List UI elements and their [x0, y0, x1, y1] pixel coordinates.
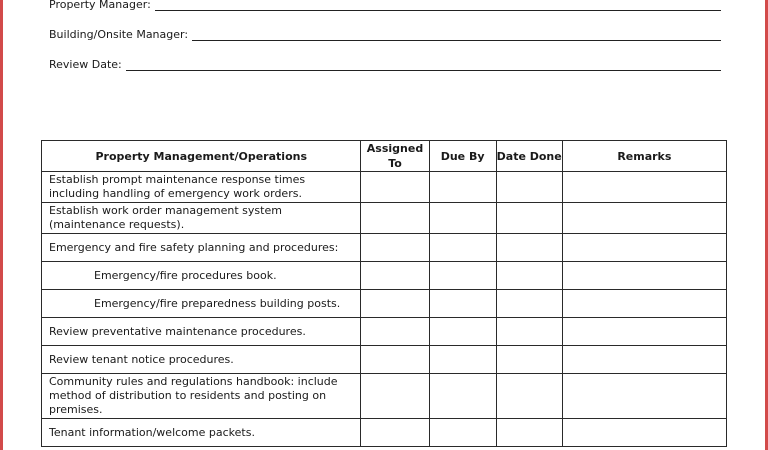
header-due-by: Due By	[429, 141, 496, 172]
header-assigned-to: Assigned To	[361, 141, 429, 172]
remarks-cell[interactable]	[562, 234, 726, 262]
table-row	[42, 262, 727, 290]
review-date-line[interactable]	[126, 61, 721, 71]
assigned-cell[interactable]	[361, 203, 429, 234]
assigned-cell[interactable]	[361, 290, 429, 318]
operations-checklist-table	[41, 140, 727, 447]
assigned-cell[interactable]	[361, 318, 429, 346]
date-done-cell[interactable]	[496, 234, 562, 262]
remarks-cell[interactable]	[562, 203, 726, 234]
review-date-label: Review Date:	[49, 58, 122, 71]
due-by-cell[interactable]	[429, 346, 496, 374]
due-by-cell[interactable]	[429, 374, 496, 419]
table-row	[42, 172, 727, 203]
table-row	[42, 234, 727, 262]
table-row	[42, 203, 727, 234]
building-manager-label: Building/Onsite Manager:	[49, 28, 189, 41]
due-by-cell[interactable]	[429, 318, 496, 346]
table-row	[42, 419, 727, 447]
table-row	[42, 346, 727, 374]
task-cell: Emergency/fire preparedness building posts.	[42, 290, 361, 318]
property-manager-label: Property Manager:	[49, 0, 151, 11]
date-done-cell[interactable]	[496, 172, 562, 203]
due-by-cell[interactable]	[429, 290, 496, 318]
header-remarks: Remarks	[562, 141, 726, 172]
remarks-cell[interactable]	[562, 419, 726, 447]
due-by-cell[interactable]	[429, 203, 496, 234]
date-done-cell[interactable]	[496, 346, 562, 374]
due-by-cell[interactable]	[429, 234, 496, 262]
assigned-cell[interactable]	[361, 419, 429, 447]
date-done-cell[interactable]	[496, 290, 562, 318]
remarks-cell[interactable]	[562, 172, 726, 203]
task-cell: Emergency/fire procedures book.	[42, 262, 361, 290]
table-row	[42, 374, 727, 419]
remarks-cell[interactable]	[562, 262, 726, 290]
property-manager-line[interactable]	[155, 1, 721, 11]
due-by-cell[interactable]	[429, 172, 496, 203]
property-manager-field[interactable]	[49, 0, 721, 11]
date-done-cell[interactable]	[496, 318, 562, 346]
date-done-cell[interactable]	[496, 374, 562, 419]
task-cell: Establish prompt maintenance response times including handling of emergency work orders.	[42, 172, 361, 203]
assigned-cell[interactable]	[361, 262, 429, 290]
building-manager-field[interactable]	[49, 28, 721, 41]
due-by-cell[interactable]	[429, 419, 496, 447]
task-cell: Tenant information/welcome packets.	[42, 419, 361, 447]
task-cell: Establish work order management system (maintenance requests).	[42, 203, 361, 234]
remarks-cell[interactable]	[562, 374, 726, 419]
task-cell: Emergency and fire safety planning and procedures:	[42, 234, 361, 262]
date-done-cell[interactable]	[496, 262, 562, 290]
header-date-done: Date Done	[496, 141, 562, 172]
remarks-cell[interactable]	[562, 318, 726, 346]
table-row	[42, 290, 727, 318]
header-operations: Property Management/Operations	[42, 141, 361, 172]
task-cell: Community rules and regulations handbook: include method of distribution to residents and posting on premises.	[42, 374, 361, 419]
table-row	[42, 318, 727, 346]
building-manager-line[interactable]	[192, 31, 721, 41]
review-date-field[interactable]	[49, 58, 721, 71]
task-cell: Review preventative maintenance procedures.	[42, 318, 361, 346]
date-done-cell[interactable]	[496, 203, 562, 234]
assigned-cell[interactable]	[361, 374, 429, 419]
remarks-cell[interactable]	[562, 346, 726, 374]
due-by-cell[interactable]	[429, 262, 496, 290]
assigned-cell[interactable]	[361, 172, 429, 203]
date-done-cell[interactable]	[496, 419, 562, 447]
remarks-cell[interactable]	[562, 290, 726, 318]
task-cell: Review tenant notice procedures.	[42, 346, 361, 374]
table-header-row	[42, 141, 727, 172]
assigned-cell[interactable]	[361, 234, 429, 262]
assigned-cell[interactable]	[361, 346, 429, 374]
